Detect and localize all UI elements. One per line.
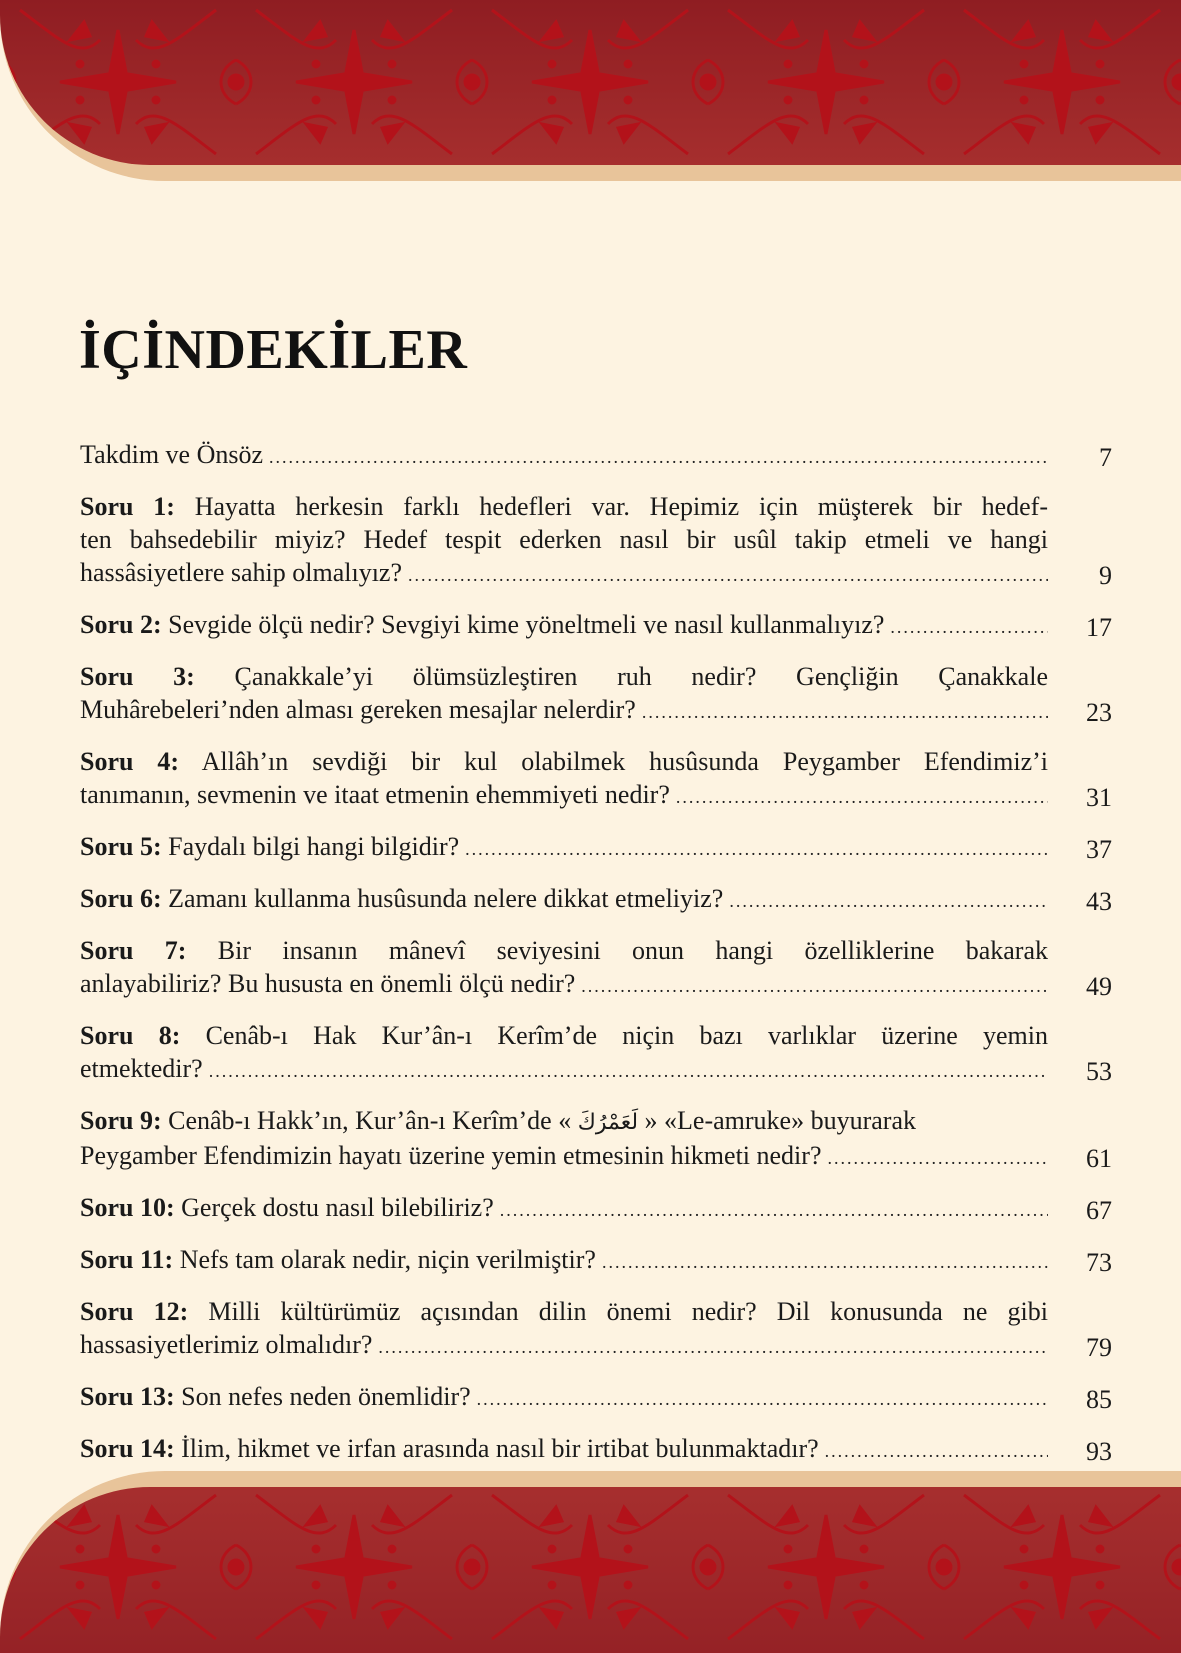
page-number: 7	[1099, 443, 1112, 472]
page-number: 61	[1086, 1144, 1112, 1173]
dot-leader	[209, 1055, 1048, 1088]
toc-entry[interactable]	[80, 1191, 1112, 1227]
entry-line: Bir insanın mânevî seviyesini onun hangi özelliklerine bakarak	[186, 936, 1048, 965]
entry-title: Gerçek dostu nasıl bilebiliriz?	[174, 1193, 494, 1222]
page-number: 67	[1086, 1196, 1112, 1225]
entry-title: İlim, hikmet ve irfan arasında nasıl bir irtibat bulunmaktadır?	[174, 1434, 819, 1463]
entry-title: anlayabiliriz? Bu hususta en önemli ölçü nedir?	[80, 969, 576, 998]
page-number: 17	[1086, 613, 1112, 642]
entry-text	[80, 608, 1048, 644]
entry-label: Soru 8:	[80, 1021, 181, 1050]
dot-leader	[827, 1142, 1048, 1175]
entry-line: Çanakkale’yi ölümsüzleştiren ruh nedir? Gençliğin Çanakkale	[194, 662, 1048, 691]
entry-label: Soru 9:	[80, 1106, 162, 1135]
toc-entry[interactable]	[80, 1104, 1112, 1175]
entry-title: Faydalı bilgi hangi bilgidir?	[161, 832, 460, 861]
table-of-contents	[80, 438, 1112, 1484]
dot-leader	[408, 559, 1048, 592]
toc-entry[interactable]	[80, 660, 1112, 729]
dot-leader	[378, 1331, 1048, 1364]
entry-label: Soru 3:	[80, 662, 195, 691]
entry-label: Soru 13:	[80, 1382, 175, 1411]
page-number: 49	[1086, 972, 1112, 1001]
dot-leader	[477, 1383, 1048, 1416]
entry-line: Milli kültürümüz açısından dilin önemi nedir? Dil konusunda ne gibi	[188, 1297, 1048, 1326]
entry-text	[80, 745, 1048, 814]
entry-title: Nefs tam olarak nedir, niçin verilmiştir?	[173, 1245, 596, 1274]
page-number: 53	[1086, 1057, 1112, 1086]
toc-entry[interactable]	[80, 490, 1112, 592]
entry-line: » «Le-amruke» buyurarak	[638, 1106, 916, 1135]
bottom-ornamental-banner	[0, 1470, 1181, 1653]
toc-entry[interactable]	[80, 1380, 1112, 1416]
entry-label: Soru 2:	[80, 610, 162, 639]
entry-title: Takdim ve Önsöz	[80, 440, 264, 469]
top-ornamental-banner	[0, 0, 1181, 182]
entry-label: Soru 14:	[80, 1434, 175, 1463]
entry-text	[80, 882, 1048, 918]
entry-label: Soru 11:	[80, 1245, 174, 1274]
entry-label: Soru 4:	[80, 747, 180, 776]
entry-title: Muhârebeleri’nden alması gereken mesajlar nelerdir?	[80, 695, 636, 724]
entry-title: Sevgide ölçü nedir? Sevgiyi kime yöneltmeli ve nasıl kullanmalıyız?	[161, 610, 885, 639]
page-number: 79	[1086, 1333, 1112, 1362]
page-number: 23	[1086, 698, 1112, 727]
entry-text	[80, 438, 1048, 474]
entry-line: Cenâb-ı Hak Kur’ân-ı Kerîm’de niçin bazı varlıklar üzerine yemin	[180, 1021, 1048, 1050]
entry-line: ten bahsedebilir miyiz? Hedef tespit ederken nasıl bir usûl takip etmeli ve hangi	[80, 525, 1048, 554]
dot-leader	[581, 970, 1048, 1003]
entry-text	[80, 1432, 1048, 1468]
toc-entry[interactable]	[80, 1295, 1112, 1364]
entry-label: Soru 10:	[80, 1193, 175, 1222]
page-number: 31	[1086, 783, 1112, 812]
dot-leader	[825, 1435, 1048, 1468]
toc-entry[interactable]	[80, 830, 1112, 866]
entry-title: tanımanın, sevmenin ve itaat etmenin ehemmiyeti nedir?	[80, 780, 670, 809]
entry-text	[80, 1104, 1048, 1175]
page-title: İÇİNDEKİLER	[79, 319, 468, 381]
entry-text	[80, 1191, 1048, 1227]
page-number: 9	[1099, 561, 1112, 590]
entry-text	[80, 1380, 1048, 1416]
toc-entry[interactable]	[80, 608, 1112, 644]
page-number: 37	[1086, 835, 1112, 864]
entry-text	[80, 1019, 1048, 1088]
entry-text	[80, 830, 1048, 866]
entry-line: Hayatta herkesin farklı hedefleri var. Hepimiz için müşterek bir hedef-	[174, 492, 1048, 521]
entry-text	[80, 660, 1048, 729]
entry-line: Cenâb-ı Hakk’ın, Kur’ân-ı Kerîm’de «	[161, 1106, 578, 1135]
entry-text	[80, 934, 1048, 1003]
entry-label: Soru 1:	[80, 492, 175, 521]
entry-title: Zamanı kullanma husûsunda nelere dikkat etmeliyiz?	[161, 884, 724, 913]
entry-title: hassâsiyetlere sahip olmalıyız?	[80, 558, 403, 587]
page-number: 93	[1086, 1437, 1112, 1466]
dot-leader	[602, 1246, 1048, 1279]
toc-entry[interactable]	[80, 1432, 1112, 1468]
entry-label: Soru 7:	[80, 936, 187, 965]
entry-title: hassasiyetlerimiz olmalıdır?	[80, 1330, 373, 1359]
dot-leader	[890, 611, 1048, 644]
toc-entry[interactable]	[80, 934, 1112, 1003]
toc-entry[interactable]	[80, 882, 1112, 918]
page-number: 73	[1086, 1248, 1112, 1277]
dot-leader	[676, 781, 1048, 814]
entry-title: Son nefes neden önemlidir?	[174, 1382, 471, 1411]
arabesque-pattern-icon	[0, 1470, 1181, 1653]
page-number: 43	[1086, 887, 1112, 916]
arabesque-pattern-icon	[0, 0, 1181, 182]
entry-label: Soru 6:	[80, 884, 162, 913]
entry-line: Allâh’ın sevdiği bir kul olabilmek husûsunda Peygamber Efendimiz’i	[179, 747, 1048, 776]
dot-leader	[269, 441, 1048, 474]
toc-entry[interactable]	[80, 1243, 1112, 1279]
entry-text	[80, 1295, 1048, 1364]
dot-leader	[642, 696, 1048, 729]
dot-leader	[500, 1194, 1048, 1227]
dot-leader	[729, 885, 1048, 918]
entry-label: Soru 5:	[80, 832, 162, 861]
dot-leader	[465, 833, 1048, 866]
entry-text	[80, 490, 1048, 592]
page-number: 85	[1086, 1385, 1112, 1414]
toc-entry[interactable]	[80, 1019, 1112, 1088]
arabic-phrase: لَعَمْرُكَ	[577, 1110, 639, 1135]
entry-text	[80, 1243, 1048, 1279]
toc-entry[interactable]	[80, 745, 1112, 814]
toc-entry[interactable]	[80, 438, 1112, 474]
entry-title: Peygamber Efendimizin hayatı üzerine yemin etmesinin hikmeti nedir?	[80, 1141, 822, 1170]
entry-title: etmektedir?	[80, 1054, 203, 1083]
entry-label: Soru 12:	[80, 1297, 189, 1326]
